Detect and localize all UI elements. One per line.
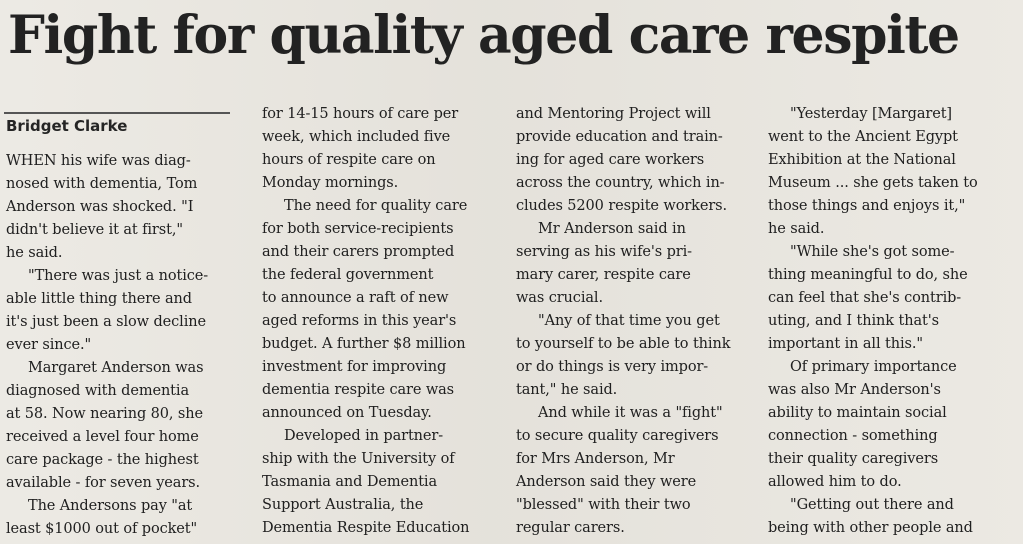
article-line: WHEN his wife was diag- (6, 153, 191, 169)
article-line: The Andersons pay "at (28, 498, 193, 514)
article-line: he said. (6, 245, 63, 261)
article-line: those things and enjoys it," (768, 198, 966, 214)
article-line: dementia respite care was (262, 382, 455, 398)
article-line: aged reforms in this year's (262, 313, 457, 329)
article-line: and their carers prompted (262, 244, 455, 260)
article-column-1 (6, 150, 208, 541)
article-line: the federal government (262, 267, 434, 283)
article-headline: Fight for quality aged care respite (8, 5, 959, 66)
article-line: The need for quality care (284, 198, 468, 214)
article-line: Of primary importance (790, 359, 957, 375)
article-line: didn't believe it at first," (6, 222, 183, 238)
article-line: "Yesterday [Margaret] (790, 106, 952, 122)
article-line: Margaret Anderson was (28, 360, 204, 376)
article-line: diagnosed with dementia (6, 383, 189, 399)
article-line: Tasmania and Dementia (262, 474, 438, 490)
article-line: ship with the University of (262, 451, 455, 467)
article-line: being with other people and (768, 520, 973, 536)
article-line: uting, and I think that's (768, 313, 939, 329)
article-line: "blessed" with their two (516, 497, 691, 513)
article-line: regular carers. (516, 520, 625, 536)
article-line: And while it was a "fight" (538, 405, 723, 421)
article-line: care package - the highest (6, 452, 199, 468)
article-line: to announce a raft of new (262, 290, 449, 306)
article-line: Anderson said they were (516, 474, 697, 490)
article-line: across the country, which in- (516, 175, 725, 191)
article-line: tant," he said. (516, 382, 618, 398)
article-line: ability to maintain social (768, 405, 947, 421)
article-line: announced on Tuesday. (262, 405, 432, 421)
article-line: Monday mornings. (262, 175, 399, 191)
article-line: thing meaningful to do, she (768, 267, 968, 283)
article-line: connection - something (768, 428, 938, 444)
article-line: their quality caregivers (768, 451, 939, 467)
article-line: went to the Ancient Egypt (768, 129, 958, 145)
article-line: allowed him to do. (768, 474, 902, 490)
article-line: Developed in partner- (284, 428, 444, 444)
article-line: Support Australia, the (262, 497, 424, 513)
article-line: cludes 5200 respite workers. (516, 198, 728, 214)
article-line: it's just been a slow decline (6, 314, 206, 330)
article-line: can feel that she's contrib- (768, 290, 962, 306)
article-line: mary carer, respite care (516, 267, 691, 283)
article-line: or do things is very impor- (516, 359, 709, 375)
article-line: serving as his wife's pri- (516, 244, 692, 260)
article-line: to yourself to be able to think (516, 336, 731, 352)
article-line: week, which included five (262, 129, 451, 145)
article-line: nosed with dementia, Tom (6, 176, 198, 192)
article-line: at 58. Now nearing 80, she (6, 406, 203, 422)
article-line: was also Mr Anderson's (768, 382, 941, 398)
article-line: for both service-recipients (262, 221, 454, 237)
article-column-2 (262, 103, 469, 540)
article-line: "Any of that time you get (538, 313, 720, 329)
article-line: was crucial. (516, 290, 603, 306)
article-line: investment for improving (262, 359, 447, 375)
article-line: for 14-15 hours of care per (262, 106, 459, 122)
article-column-3 (516, 103, 730, 540)
article-line: Museum ... she gets taken to (768, 175, 978, 191)
article-line: provide education and train- (516, 129, 723, 145)
article-line: able little thing there and (6, 291, 192, 307)
article-line: available - for seven years. (6, 475, 200, 491)
article-line: budget. A further $8 million (262, 336, 466, 352)
article-line: "Getting out there and (790, 497, 954, 513)
article-byline: Bridget Clarke (6, 117, 128, 135)
article-line: least $1000 out of pocket" (6, 521, 198, 537)
article-line: for Mrs Anderson, Mr (516, 451, 675, 467)
article-line: "There was just a notice- (28, 268, 209, 284)
article-line: he said. (768, 221, 825, 237)
article-line: ever since." (6, 337, 92, 353)
article-column-4 (768, 103, 978, 540)
article-line: "While she's got some- (790, 244, 955, 260)
article-line: Anderson was shocked. "I (6, 199, 194, 215)
article-line: and Mentoring Project will (516, 106, 711, 122)
article-line: important in all this." (768, 336, 923, 352)
article-line: Dementia Respite Education (262, 520, 470, 536)
article-line: Mr Anderson said in (538, 221, 686, 237)
article-line: received a level four home (6, 429, 199, 445)
article-line: hours of respite care on (262, 152, 436, 168)
byline-divider (4, 112, 230, 114)
article-line: to secure quality caregivers (516, 428, 719, 444)
article-line: ing for aged care workers (516, 152, 705, 168)
article-line: Exhibition at the National (768, 152, 956, 168)
